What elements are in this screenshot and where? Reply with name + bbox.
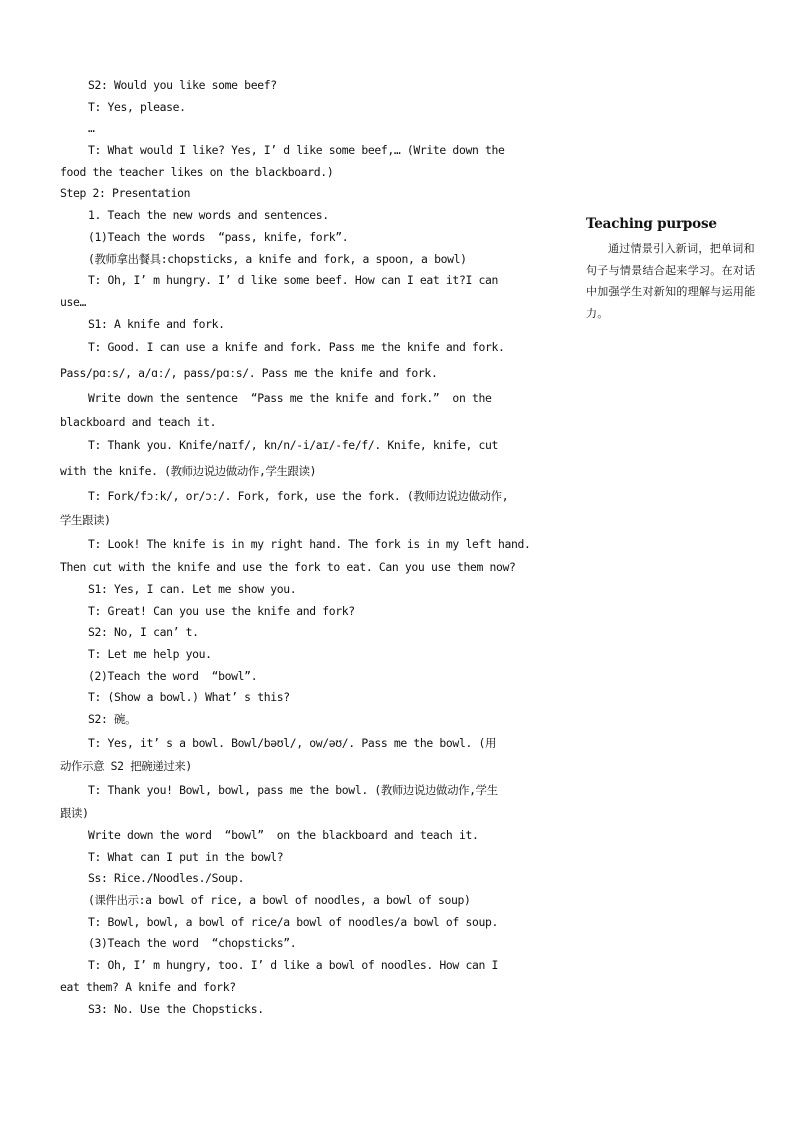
text-line: Ss: Rice./Noodles./Soup. — [88, 871, 245, 886]
text-line: (课件出示:a bowl of rice, a bowl of noodles, a bowl of soup) — [88, 893, 471, 908]
text-line: food the teacher likes on the blackboard.) — [60, 164, 334, 179]
text-line: T: Let me help you. — [88, 646, 212, 661]
text-line: T: Look! The knife is in my right hand. The fork is in my left hand. — [88, 536, 531, 551]
text-line: (1)Teach the words “pass, knife, fork”. — [88, 229, 349, 244]
text-line: eat them? A knife and fork? — [60, 979, 236, 994]
text-line: (教师拿出餐具:chopsticks, a knife and fork, a spoon, a bowl) — [88, 251, 467, 266]
text-line: use… — [60, 294, 87, 309]
sidebar-title: Teaching purpose — [586, 216, 717, 232]
text-line: T: Good. I can use a knife and fork. Pass me the knife and fork. — [88, 340, 505, 355]
text-line: 1. Teach the new words and sentences. — [88, 208, 329, 223]
text-line: T: Great! Can you use the knife and fork? — [88, 603, 355, 618]
lesson-plan-body — [60, 75, 530, 1020]
text-line: … — [88, 121, 95, 136]
section-heading: Step 2: Presentation — [60, 186, 191, 201]
text-line: Pass/pɑːs/, a/ɑː/, pass/pɑːs/. Pass me the knife and fork. — [60, 365, 438, 380]
text-line: (2)Teach the word “bowl”. — [88, 668, 258, 683]
text-line: T: Thank you! Bowl, bowl, pass me the bowl. (教师边说边做动作,学生 — [88, 782, 498, 797]
text-line: 动作示意 S2 把碗递过来) — [60, 759, 192, 774]
text-line: T: What would I like? Yes, I’ d like some beef,… (Write down the — [88, 143, 505, 158]
sidebar-body: 通过情景引入新词，把单词和句子与情景结合起来学习。在对话中加强学生对新知的理解与运用能力。 — [586, 242, 756, 320]
teaching-purpose-note — [586, 216, 758, 324]
text-line: T: Thank you. Knife/naɪf/, kn/n/-i/aɪ/-fe/f/. Knife, knife, cut — [88, 438, 498, 453]
text-line: with the knife. (教师边说边做动作,学生跟读) — [60, 463, 317, 478]
text-line: Write down the sentence “Pass me the knife and fork.” on the — [88, 391, 492, 406]
text-line: T: Fork/fɔːk/, or/ɔː/. Fork, fork, use the fork. (教师边说边做动作, — [88, 489, 509, 504]
text-line: S2: No, I can’ t. — [88, 625, 199, 640]
text-line: 跟读) — [60, 806, 89, 821]
text-line: Write down the word “bowl” on the blackboard and teach it. — [88, 828, 479, 842]
text-line: S2: 碗。 — [88, 711, 137, 726]
text-line: Then cut with the knife and use the fork to eat. Can you use them now? — [60, 560, 516, 575]
text-line: T: Yes, it’ s a bowl. Bowl/bəʊl/, ow/əʊ/. Pass me the bowl. (用 — [88, 735, 497, 750]
text-line: T: What can I put in the bowl? — [88, 849, 284, 864]
text-line: (3)Teach the word “chopsticks”. — [88, 936, 297, 951]
text-line: S1: A knife and fork. — [88, 316, 225, 331]
text-line: T: Oh, I’ m hungry, too. I’ d like a bowl of noodles. How can I — [88, 958, 498, 973]
text-line: blackboard and teach it. — [60, 414, 217, 429]
text-line: T: Yes, please. — [88, 99, 186, 114]
text-line: T: Bowl, bowl, a bowl of rice/a bowl of noodles/a bowl of soup. — [88, 914, 498, 929]
text-line: T: Oh, I’ m hungry. I’ d like some beef. How can I eat it?I can — [88, 273, 498, 288]
text-line: S1: Yes, I can. Let me show you. — [88, 581, 297, 596]
text-line: T: (Show a bowl.) What’ s this? — [88, 690, 290, 705]
text-line: 学生跟读) — [60, 512, 111, 527]
text-line: S2: Would you like some beef? — [88, 78, 277, 92]
text-line: S3: No. Use the Chopsticks. — [88, 1001, 264, 1016]
